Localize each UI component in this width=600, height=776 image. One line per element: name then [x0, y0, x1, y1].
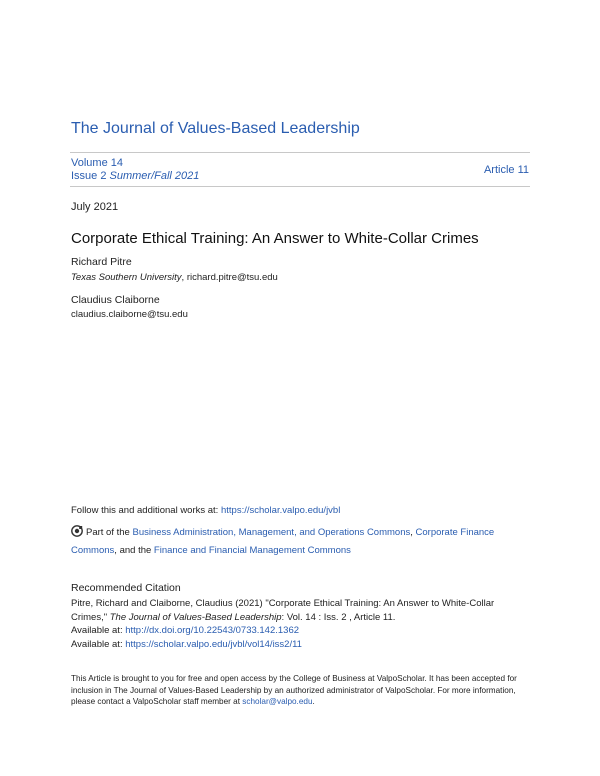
article-number-link[interactable]: Article 11 — [483, 164, 529, 176]
article-url-link[interactable]: https://scholar.valpo.edu/jvbl/vol14/iss2/11 — [125, 638, 302, 650]
access-notice: This Article is brought to you for free and open access by the College of Business at ValpoScholar. It has been accepted for inclusion in The Journal of Values-Based Leadership by an authorized administrator of ValpoScholar. For more information, please contact a ValpoScholar staff member at scholar@valpo.edu. — [71, 674, 517, 706]
author-email: claudius.claiborne@tsu.edu — [71, 309, 188, 320]
finance-commons-link[interactable]: Finance and Financial Management Commons — [153, 545, 351, 556]
volume-link[interactable]: Volume 14 — [71, 157, 123, 169]
recommended-citation-heading: Recommended Citation — [71, 582, 181, 594]
author-name: Claudius Claiborne — [71, 294, 160, 306]
top-divider — [70, 152, 530, 153]
creative-commons-icon — [71, 525, 83, 543]
bottom-divider — [70, 186, 530, 187]
citation-text: Pitre, Richard and Claiborne, Claudius (2021) "Corporate Ethical Training: An Answer to White-Collar Crimes," The Journal of Values-Based Leadership: Vol. 14 : Iss. 2 , Article 11. Available at: http://dx.doi.org/10.22543/0733.142.1362 Available at: https://scholar.valpo.edu/jvbl/vol14/iss2/11 — [71, 598, 495, 650]
business-admin-commons-link[interactable]: Business Administration, Management, and Operations Commons — [132, 527, 411, 538]
journal-title[interactable]: The Journal of Values-Based Leadership — [71, 120, 360, 137]
journal-url-link[interactable]: https://scholar.valpo.edu/jvbl — [220, 505, 341, 516]
author-name: Richard Pitre — [71, 256, 132, 268]
corporate-finance-commons-link[interactable]: Corporate Finance Commons — [71, 527, 495, 556]
publication-date: July 2021 — [71, 201, 119, 213]
volume-issue-block — [71, 157, 199, 183]
doi-link[interactable]: http://dx.doi.org/10.22543/0733.142.1362 — [125, 625, 300, 636]
issue-link[interactable]: Issue 2 Summer/Fall 2021 — [71, 170, 200, 182]
article-title: Corporate Ethical Training: An Answer to White-Collar Crimes — [71, 230, 479, 247]
part-of-line: Part of the Business Administration, Management, and Operations Commons, Corporate Finance Commons, and the Finance and Financial Management Commons — [71, 527, 495, 556]
author-affiliation: Texas Southern University, richard.pitre@tsu.edu — [71, 272, 278, 283]
contact-email-link[interactable]: scholar@valpo.edu — [242, 697, 313, 706]
follow-line: Follow this and additional works at: https://scholar.valpo.edu/jvbl — [71, 505, 341, 516]
